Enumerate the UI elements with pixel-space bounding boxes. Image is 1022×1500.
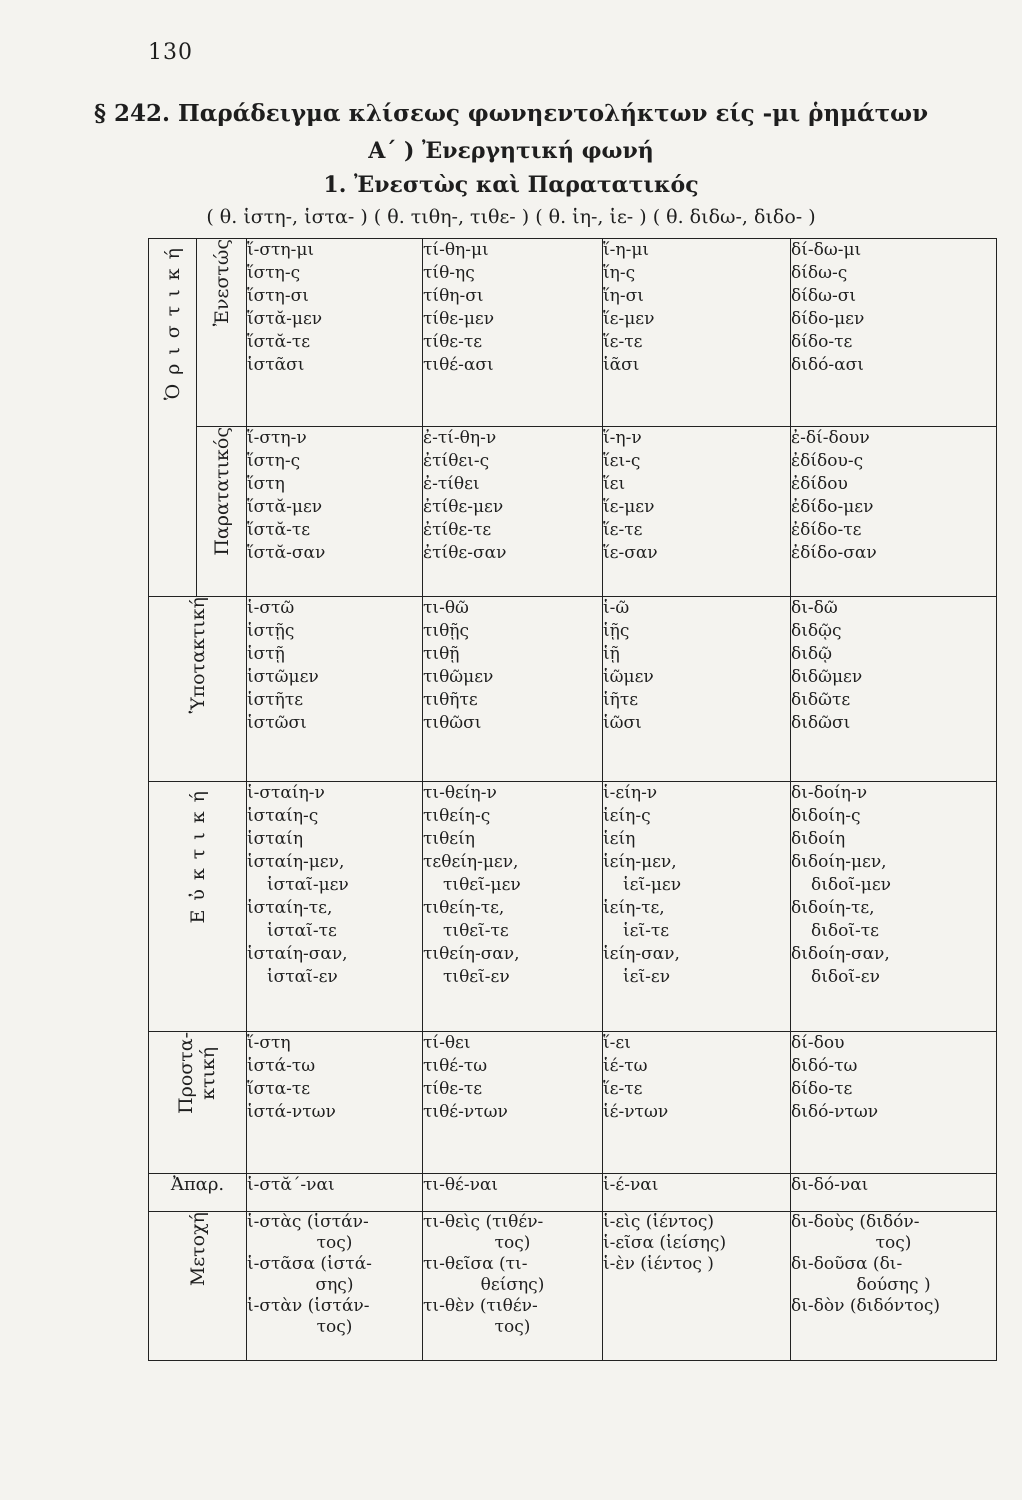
verb-form: ἵη-ς [603, 263, 636, 283]
verb-form: ἐ-τίθει [423, 474, 480, 494]
verb-form: τιθείη-τε, [423, 898, 505, 918]
verb-form: ἱείη-ς [603, 806, 651, 826]
voice-heading: Α΄ ) Ἐνεργητική φωνή [368, 138, 654, 164]
verb-form: δίδω-σι [791, 286, 857, 306]
verb-form: τιθῇς [423, 621, 470, 641]
verb-form: τιθῶμεν [423, 667, 494, 687]
verb-form: ἱσταῖ-εν [267, 967, 338, 987]
verb-form: δι-δοίη-ν [791, 783, 868, 803]
cell-enestos-tithemi [423, 239, 603, 427]
verb-form: ἵει-ς [603, 451, 641, 471]
verb-form: ἱείη-μεν, [603, 852, 677, 872]
verb-form: ἱσταῖ-μεν [267, 875, 349, 895]
verb-form: ἱ-στὰν (ἱστάν- [247, 1296, 370, 1316]
row-prostaktiki [149, 1032, 997, 1174]
cell-paratatikos-istemi [247, 427, 423, 597]
verb-form: τιθῆτε [423, 690, 478, 710]
cell-ypotaktiki-tithemi [423, 597, 603, 782]
verb-form: θείσης) [480, 1275, 545, 1295]
tense-label-paratatikos: Παρατατικός [197, 427, 247, 597]
verb-form: ἵστᾰ-μεν [247, 497, 323, 517]
verb-form: τί-θη-μι [423, 240, 489, 260]
verb-form: ἐ-δί-δουν [791, 428, 870, 448]
verb-form: τεθείη-μεν, [423, 852, 519, 872]
verb-form: τι-θεῖσα (τι- [423, 1254, 528, 1274]
verb-form: διδοῖ-εν [811, 967, 880, 987]
verb-form: τος) [875, 1233, 912, 1253]
verb-form: διδοῖ-μεν [811, 875, 891, 895]
verb-form: ἱ-ῶ [603, 598, 630, 618]
verb-form: ἱστῆτε [247, 690, 304, 710]
conjugation-table [148, 238, 997, 1361]
mood-label-ypotaktiki: Ὑποτακτική [149, 597, 247, 782]
cell-paratatikos-iemi [603, 427, 791, 597]
verb-form: τος) [494, 1317, 531, 1337]
cell-metochi-tithemi [423, 1212, 603, 1361]
tense-label-enestos: Ἐνεστώς [197, 239, 247, 427]
verb-form: δί-δω-μι [791, 240, 862, 260]
themes-line: ( θ. ἱστη-, ἱστα- ) ( θ. τιθη-, τιθε- ) ( θ. ἱη-, ἱε- ) ( θ. διδω-, διδο- ) [206, 206, 816, 228]
cell-metochi-istemi [247, 1212, 423, 1361]
verb-form: ἱσταίη-μεν, [247, 852, 345, 872]
verb-form: ἵε-μεν [603, 497, 655, 517]
verb-form: ἱ-στὰς (ἱστάν- [247, 1212, 369, 1232]
verb-form: διδοίη-τε, [791, 898, 875, 918]
cell-prostaktiki-istemi [247, 1032, 423, 1174]
row-metochi [149, 1212, 997, 1361]
row-paratatikos [149, 427, 997, 597]
verb-form: ἐδίδο-σαν [791, 543, 877, 563]
verb-form: τι-θεὶς (τιθέν- [423, 1212, 544, 1232]
verb-form: τί-θει [423, 1033, 471, 1053]
mood-label-oristiki: Ὁριστική [149, 239, 197, 597]
cell-paratatikos-didomi [791, 427, 997, 597]
cell-prostaktiki-iemi [603, 1032, 791, 1174]
verb-form: τιθεῖ-τε [443, 921, 509, 941]
verb-form: ἐτίθε-μεν [423, 497, 504, 517]
verb-form: ἱστά-τω [247, 1056, 316, 1076]
mood-label-prostaktiki: Προστα- κτική [149, 1032, 247, 1174]
verb-form: ἱσταίη-ς [247, 806, 319, 826]
verb-form: τίθε-τε [423, 1079, 483, 1099]
cell-efktiki-iemi [603, 782, 791, 1032]
verb-form: ἱεῖ-εν [623, 967, 671, 987]
verb-form: ἱείη-σαν, [603, 944, 680, 964]
tense-heading: 1. Ἐνεστὼς καὶ Παρατατικός [323, 172, 699, 198]
cell-efktiki-istemi [247, 782, 423, 1032]
verb-form: ἱ-σταίη-ν [247, 783, 325, 803]
verb-form: ἱστῶσι [247, 713, 307, 733]
cell-ypotaktiki-didomi [791, 597, 997, 782]
verb-form: ἵστη-ς [247, 263, 301, 283]
verb-form: τιθέ-ντων [423, 1102, 508, 1122]
mood-label-efktiki: Εὐκτική [149, 782, 247, 1032]
cell-aparemfato-iemi: ἱ-έ-ναι [603, 1174, 791, 1212]
verb-form: τι-θὲν (τιθέν- [423, 1296, 538, 1316]
cell-efktiki-didomi [791, 782, 997, 1032]
verb-form: ἵστη-ς [247, 451, 301, 471]
cell-efktiki-tithemi [423, 782, 603, 1032]
cell-enestos-didomi [791, 239, 997, 427]
verb-form: τιθείη [423, 829, 475, 849]
verb-form: ἐτίθε-τε [423, 520, 492, 540]
verb-form: ἱ-εὶς (ἱέντος) [603, 1212, 715, 1232]
verb-form: δι-δοῦσα (δι- [791, 1254, 903, 1274]
cell-enestos-istemi [247, 239, 423, 427]
verb-form: ἱᾶσι [603, 355, 640, 375]
verb-form: ἵε-τε [603, 332, 643, 352]
verb-form: δίδο-μεν [791, 309, 865, 329]
verb-form: διδῶμεν [791, 667, 863, 687]
verb-form: ἱείη [603, 829, 636, 849]
verb-form: ἱεῖ-τε [623, 921, 670, 941]
verb-form: ἵστᾰ-τε [247, 332, 311, 352]
verb-form: ἱῇ [603, 644, 620, 664]
verb-form: διδό-ντων [791, 1102, 879, 1122]
verb-form: τος) [316, 1317, 353, 1337]
verb-form: τιθέ-τω [423, 1056, 488, 1076]
verb-form: ἱῶσι [603, 713, 642, 733]
verb-form: ἵστᾰ-τε [247, 520, 311, 540]
verb-form: δι-δὸν (διδόντος) [791, 1296, 940, 1316]
cell-metochi-didomi [791, 1212, 997, 1361]
verb-form: διδῷς [791, 621, 842, 641]
verb-form: ἵστᾰ-σαν [247, 543, 326, 563]
verb-form: δι-δῶ [791, 598, 838, 618]
verb-form: τος) [494, 1233, 531, 1253]
cell-prostaktiki-tithemi [423, 1032, 603, 1174]
verb-form: τι-θείη-ν [423, 783, 497, 803]
verb-form: ἐ-τί-θη-ν [423, 428, 497, 448]
verb-form: ἱ-εῖσα (ἱείσης) [603, 1233, 727, 1253]
verb-form: ἵε-τε [603, 1079, 643, 1099]
verb-form: διδό-ασι [791, 355, 864, 375]
verb-form: τίθε-μεν [423, 309, 495, 329]
verb-form: ἱσταίη-σαν, [247, 944, 348, 964]
cell-prostaktiki-didomi [791, 1032, 997, 1174]
verb-form: ἵστη [247, 474, 285, 494]
verb-form: ἵει [603, 474, 626, 494]
verb-form: ἐτίθει-ς [423, 451, 490, 471]
cell-aparemfato-tithemi: τι-θέ-ναι [423, 1174, 603, 1212]
verb-form: ἵη-σι [603, 286, 644, 306]
verb-form: τιθείη-ς [423, 806, 491, 826]
verb-form: ἵ-στη-ν [247, 428, 307, 448]
verb-form: δίδο-τε [791, 1079, 853, 1099]
verb-form: ἵστα-τε [247, 1079, 311, 1099]
verb-form: ἵστη-σι [247, 286, 309, 306]
section-title: § 242. Παράδειγμα κλίσεως φωνηεντολήκτων είς -μι ῥημάτων [93, 100, 929, 127]
cell-ypotaktiki-iemi [603, 597, 791, 782]
cell-paratatikos-tithemi [423, 427, 603, 597]
cell-aparemfato-istemi: ἱ-στᾰ΄-ναι [247, 1174, 423, 1212]
verb-form: ἱστῇς [247, 621, 295, 641]
verb-form: ἵ-ει [603, 1033, 631, 1053]
verb-form: ἱείη-τε, [603, 898, 665, 918]
verb-form: ἵε-τε [603, 520, 643, 540]
verb-form: ἱεῖ-μεν [623, 875, 682, 895]
verb-form: ἐδίδου [791, 474, 848, 494]
verb-form: ἱῇς [603, 621, 630, 641]
cell-aparemfato-didomi: δι-δό-ναι [791, 1174, 997, 1212]
verb-form: ἱ-στῶ [247, 598, 295, 618]
verb-form: ἱστῇ [247, 644, 285, 664]
verb-form: διδῶτε [791, 690, 851, 710]
verb-form: ἱῶμεν [603, 667, 654, 687]
verb-form: ἱῆτε [603, 690, 639, 710]
verb-form: ἱστᾶσι [247, 355, 305, 375]
verb-form: ἵ-η-ν [603, 428, 642, 448]
verb-form: τιθείη-σαν, [423, 944, 520, 964]
verb-form: ἱστά-ντων [247, 1102, 336, 1122]
verb-form: τι-θῶ [423, 598, 469, 618]
verb-form: σης) [315, 1275, 354, 1295]
mood-label-metochi: Μετοχή [149, 1212, 247, 1361]
verb-form: διδοίη-μεν, [791, 852, 887, 872]
verb-form: τίθε-τε [423, 332, 483, 352]
verb-form: διδοίη-σαν, [791, 944, 890, 964]
verb-form: ἱ-ὲν (ἱέντος ) [603, 1254, 714, 1274]
verb-form: ἱ-στᾶσα (ἱστά- [247, 1254, 372, 1274]
verb-form: διδῷ [791, 644, 832, 664]
mood-label-aparemfato: Ἀπαρ. [149, 1174, 247, 1212]
verb-form: ἵ-στη [247, 1033, 291, 1053]
verb-form: τιθεῖ-μεν [443, 875, 521, 895]
verb-form: ἱέ-ντων [603, 1102, 669, 1122]
verb-form: ἐτίθε-σαν [423, 543, 507, 563]
verb-form: διδῶσι [791, 713, 851, 733]
verb-form: δι-δοὺς (διδόν- [791, 1212, 920, 1232]
cell-metochi-iemi [603, 1212, 791, 1361]
verb-form: ἵε-μεν [603, 309, 655, 329]
verb-form: ἐδίδο-μεν [791, 497, 874, 517]
verb-form: δίδω-ς [791, 263, 848, 283]
page-number: 130 [148, 40, 193, 65]
verb-form: τιθῶσι [423, 713, 482, 733]
verb-form: τος) [316, 1233, 353, 1253]
row-ypotaktiki [149, 597, 997, 782]
row-aparemfato [149, 1174, 997, 1212]
verb-form: ἱέ-τω [603, 1056, 648, 1076]
cell-enestos-iemi [603, 239, 791, 427]
verb-form: διδοίη-ς [791, 806, 861, 826]
verb-form: ἵστᾰ-μεν [247, 309, 323, 329]
row-enestos [149, 239, 997, 427]
verb-form: τιθέ-ασι [423, 355, 494, 375]
verb-form: ἱσταίη-τε, [247, 898, 333, 918]
verb-form: ἱ-είη-ν [603, 783, 658, 803]
verb-form: ἵ-στη-μι [247, 240, 315, 260]
row-efktiki [149, 782, 997, 1032]
verb-form: τίθ-ης [423, 263, 475, 283]
verb-form: τιθῇ [423, 644, 460, 664]
verb-form: τίθη-σι [423, 286, 484, 306]
cell-ypotaktiki-istemi [247, 597, 423, 782]
verb-form: ἱσταῖ-τε [267, 921, 337, 941]
verb-form: ἐδίδου-ς [791, 451, 864, 471]
verb-form: τιθεῖ-εν [443, 967, 510, 987]
verb-form: δίδο-τε [791, 332, 853, 352]
verb-form: ἐδίδο-τε [791, 520, 862, 540]
verb-form: διδοίη [791, 829, 846, 849]
verb-form: ἱσταίη [247, 829, 304, 849]
verb-form: δί-δου [791, 1033, 845, 1053]
verb-form: ἱστῶμεν [247, 667, 319, 687]
verb-form: διδό-τω [791, 1056, 858, 1076]
verb-form: διδοῖ-τε [811, 921, 879, 941]
verb-form: ἵε-σαν [603, 543, 658, 563]
verb-form: ἵ-η-μι [603, 240, 650, 260]
verb-form: δούσης ) [856, 1275, 931, 1295]
